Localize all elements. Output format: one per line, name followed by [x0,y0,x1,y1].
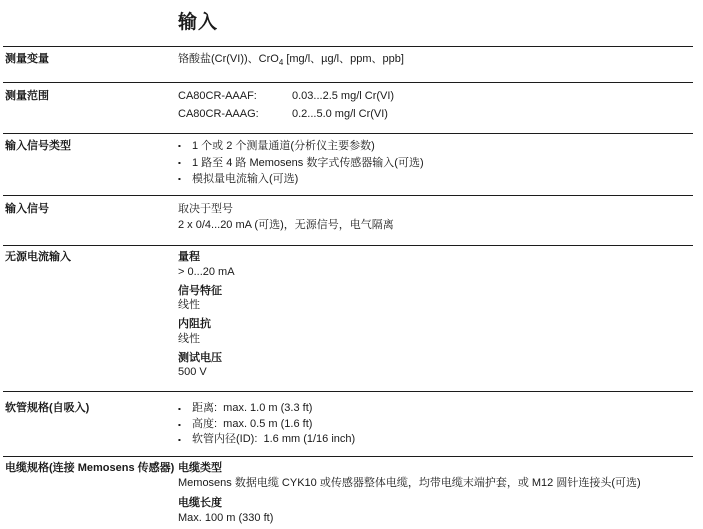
range-line [178,87,687,105]
list-item-text: 1 个或 2 个测量通道(分析仪主要参数) [192,140,375,152]
row-label: 无源电流输入 [5,251,71,263]
list-item [178,171,687,188]
model-code: CA80CR-AAAG: [178,108,259,120]
spec-row-measuring-range [3,82,693,133]
measured-variable-value: 铬酸盐(Cr(VI))、CrO$_4$ [mg/l、µg/l、ppm、ppb] [178,53,404,68]
chemical-subscript: 4 [278,58,284,68]
range-value: 0.2...5.0 mg/l Cr(VI) [292,108,388,120]
spec-subsection [178,250,687,279]
subsection-value: 线性 [178,299,200,311]
model-code: CA80CR-AAAF: [178,90,257,102]
list-item-text: 高度: max. 0.5 m (1.6 ft) [192,417,313,430]
list-item [178,417,687,433]
list-item [178,155,687,172]
row-label: 输入信号 [5,203,49,215]
row-label: 软管规格(自吸入) [5,402,90,414]
row-value [178,138,693,195]
row-value [178,401,693,456]
square-bullet-icon: ▪ [178,420,181,429]
spec-row-input-signal-types [3,133,693,195]
square-bullet-icon: ▪ [178,435,181,445]
row-label: 输入信号类型 [5,140,71,152]
square-bullet-icon: ▪ [178,404,181,414]
range-value: 0.03...2.5 mg/l Cr(VI) [292,90,395,102]
row-value [178,201,693,245]
list-item [178,138,687,155]
subsection-heading: 量程 [178,251,200,263]
list-item-text: 软管内径(ID): 1.6 mm (1/16 inch) [192,433,356,445]
spec-row-hose-spec [3,391,693,456]
subsection-heading: 电缆类型 [178,462,222,474]
spec-row-passive-current-input [3,245,693,391]
spec-subsection [178,461,687,491]
row-label: 测量变量 [5,53,49,65]
value-line: 2 x 0/4...20 mA (可选)，无源信号，电气隔离 [178,219,394,231]
row-value [178,250,693,391]
list-item-text: 模拟量电流输入(可选) [192,173,299,185]
row-label: 电缆规格(连接 Memosens 传感器) [5,462,175,474]
list-item [178,401,687,417]
subsection-value: Memosens 数据电缆 CYK10 或传感器整体电缆，均带电缆末端护套，或 M12 圆针连接头(可选) [178,477,641,489]
range-line [178,105,687,123]
spec-subsection [178,496,687,526]
subsection-value: Max. 100 m (330 ft) [178,511,274,524]
square-bullet-icon: ▪ [178,174,181,184]
row-value [178,52,693,82]
list-item-text: 1 路至 4 路 Memosens 数字式传感器输入(可选) [192,156,424,169]
spec-row-cable-spec [3,456,693,529]
list-item-text: 距离: max. 1.0 m (3.3 ft) [192,402,313,414]
spec-table [3,46,693,529]
subsection-value: > 0...20 mA [178,265,235,278]
row-label: 测量范围 [5,90,49,102]
subsection-value: 500 V [178,366,207,378]
spec-row-input-signal [3,195,693,245]
spec-subsection [178,351,687,380]
page-title: 输入 [178,12,219,33]
subsection-heading: 测试电压 [178,351,222,364]
subsection-heading: 电缆长度 [178,496,222,509]
subsection-heading: 信号特征 [178,284,222,297]
subsection-heading: 内阻抗 [178,318,211,330]
subsection-value: 线性 [178,332,200,345]
list-item [178,432,687,448]
row-value [178,461,693,529]
value-line: 取决于型号 [178,203,233,215]
square-bullet-icon: ▪ [178,158,181,167]
square-bullet-icon: ▪ [178,141,181,151]
row-value [178,87,693,133]
spec-subsection [178,284,687,313]
spec-subsection [178,317,687,346]
spec-row-measured-variable [3,46,693,82]
